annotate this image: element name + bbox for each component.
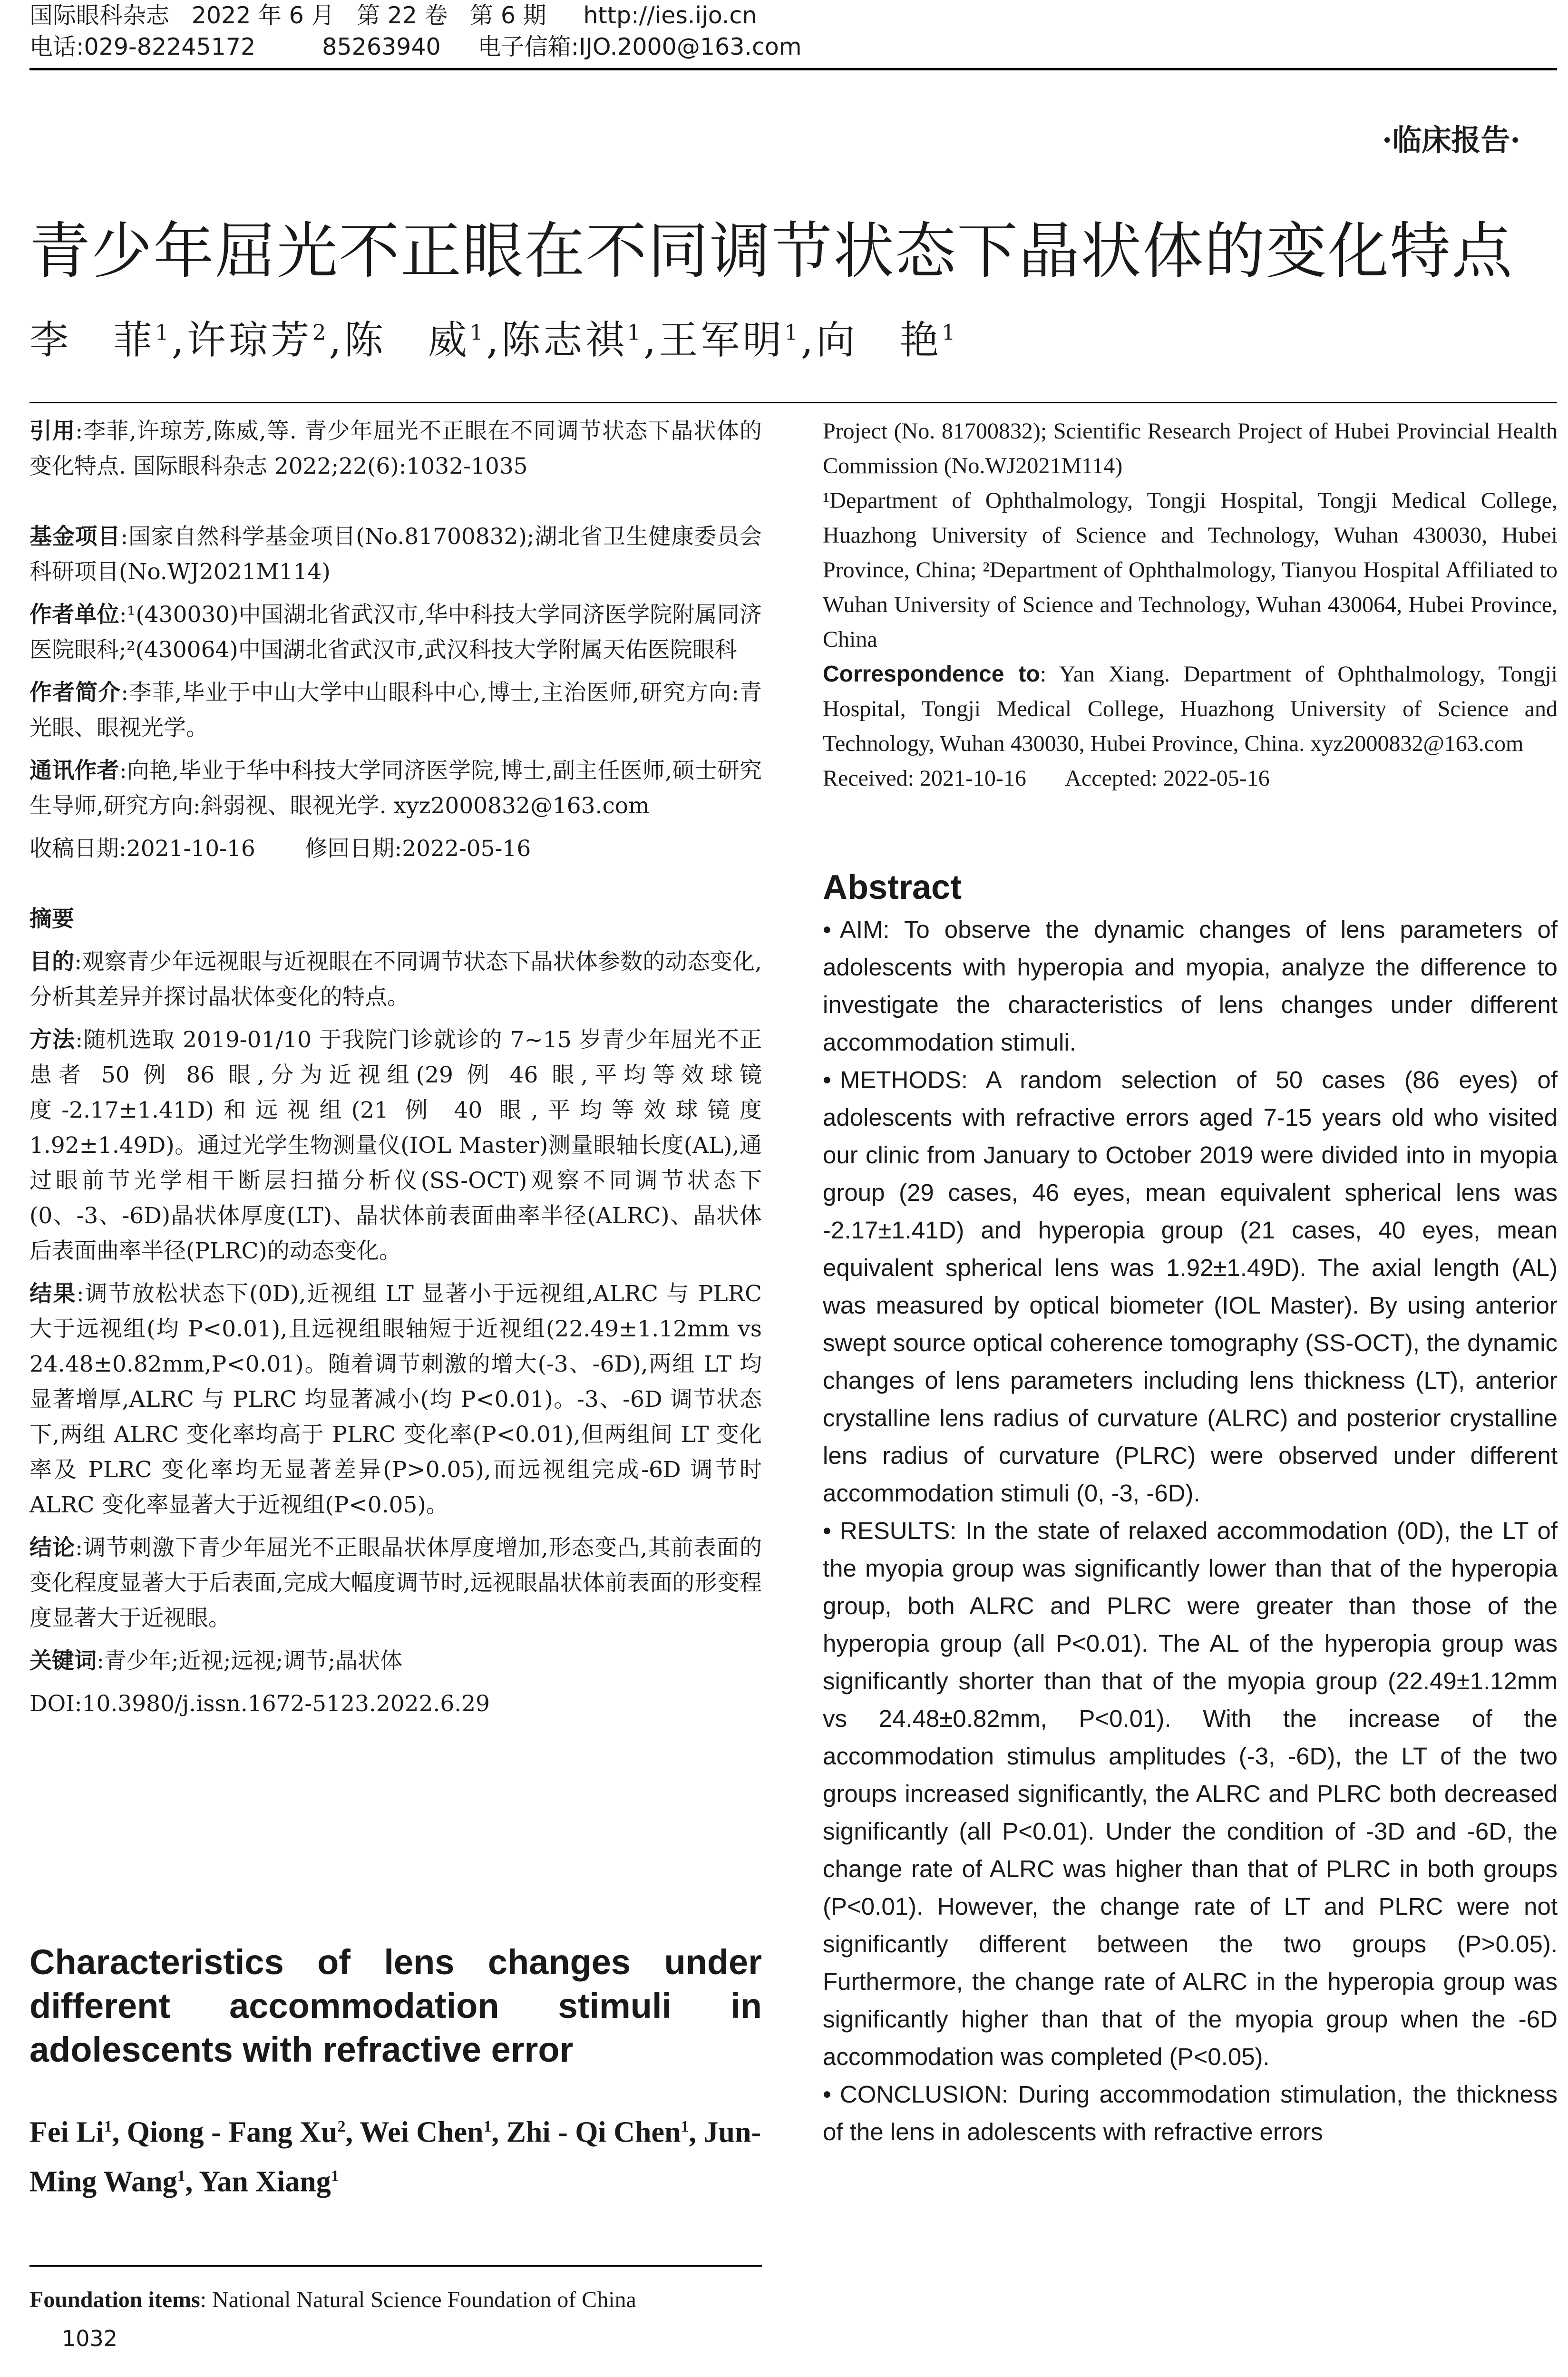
english-author-name: Jun-Ming Wang	[29, 2116, 761, 2198]
results-label: 结果	[29, 1281, 77, 1307]
citation	[29, 414, 762, 484]
abstract-results	[823, 1512, 1558, 2075]
right-meta	[823, 414, 1558, 796]
keywords-label: 关键词	[29, 1648, 97, 1674]
received-accepted: Received: 2021-10-16 Accepted: 2022-05-16	[823, 766, 1270, 791]
author-name: 陈志祺	[501, 318, 627, 363]
english-author-affiliation-mark: 1	[331, 2167, 339, 2185]
aim-text: AIM: To observe the dynamic changes of lens parameters of adolescents with hyperopia and myopia, analyze the difference to investigate the characteristics of lens changes under different accommodation stimuli.	[823, 916, 1558, 1056]
funding	[29, 519, 762, 590]
english-author-name: Fei Li	[29, 2116, 104, 2149]
citation-text: :李菲,许琼芳,陈威,等. 青少年屈光不正眼在不同调节状态下晶状体的变化特点. 国际眼科杂志 2022;22(6):1032-1035	[29, 418, 762, 479]
bullet-icon: •	[823, 2081, 831, 2108]
funding-text: :国家自然科学基金项目(No.81700832);湖北省卫生健康委员会科研项目(No.WJ2021M114)	[29, 524, 762, 585]
results-text: :调节放松状态下(0D),近视组 LT 显著小于远视组,ALRC 与 PLRC 大于远视组(均 P<0.01),且远视组眼轴短于近视组(22.49±1.12mm vs 24.48±0.82mm,P<0.01)。随着调节刺激的增大(-3、-6D),两组 LT 均显著增厚,ALRC 与 PLRC 均显著减小(均 P<0.01)。-3、-6D 调节状态下,两组 ALRC 变化率均高于 PLRC 变化率(P<0.01),但两组间 LT 变化率及 PLRC 变化率均无显著差异(P>0.05),而远视组完成-6D 调节时 ALRC 变化率显著大于近视组(P<0.05)。	[29, 1281, 762, 1518]
correspondence-text: : Yan Xiang. Department of Ophthalmology, Tongji Hospital, Tongji Medical College, Huazhong University of Science and Technology, Wuhan 430030, Hubei Province, China. xyz2000832@163.com	[823, 662, 1558, 756]
author-name: 王军明	[659, 318, 785, 363]
abstract-heading: Abstract	[823, 868, 962, 906]
author-name: 许琼芳	[186, 318, 312, 363]
received-dates: 收稿日期:2021-10-16 修回日期:2022-05-16	[29, 836, 531, 862]
conclusion-text-en: CONCLUSION: During accommodation stimulation, the thickness of the lens in adolescents with refractive errors	[823, 2081, 1558, 2145]
units-text: :¹(430030)中国湖北省武汉市,华中科技大学同济医学院附属同济医院眼科;²(430064)中国湖北省武汉市,武汉科技大学附属天佑医院眼科	[29, 602, 762, 663]
header-rule	[29, 68, 1557, 70]
journal-header-line-2: 电话:029-82245172 85263940 电子信箱:IJO.2000@163.com	[29, 33, 802, 60]
cn-methods	[29, 1023, 762, 1269]
bio-label: 作者简介	[29, 680, 121, 706]
journal-header-line-1: 国际眼科杂志 2022 年 6 月 第 22 卷 第 6 期 http://ies.ijo.cn	[29, 2, 757, 29]
english-author-affiliation-mark: 1	[177, 2167, 185, 2185]
author-bio	[29, 675, 762, 746]
purpose-label: 目的	[29, 949, 75, 975]
english-title-block	[29, 1940, 762, 2203]
title-rule	[29, 402, 1557, 403]
corresponding-author	[29, 753, 762, 824]
bullet-icon: •	[823, 1517, 831, 1544]
keywords-text: :青少年;近视;远视;调节;晶状体	[97, 1648, 403, 1674]
english-abstract	[823, 911, 1558, 2151]
author-name: 向 艳	[816, 318, 942, 363]
correspondence	[823, 657, 1558, 761]
cn-purpose	[29, 945, 762, 1015]
foundation-rule	[29, 2265, 762, 2267]
author-name: 陈 威	[344, 318, 470, 363]
units-label: 作者单位	[29, 602, 119, 628]
funding-label: 基金项目	[29, 524, 121, 550]
article-title: 青少年屈光不正眼在不同调节状态下晶状体的变化特点	[29, 216, 1514, 287]
bio-text: :李菲,毕业于中山大学中山眼科中心,博士,主治医师,研究方向:青光眼、眼视光学。	[29, 680, 762, 741]
corr-label: 通讯作者	[29, 758, 119, 784]
bullet-icon: •	[823, 1066, 831, 1093]
abstract-methods	[823, 1061, 1558, 1512]
doi: DOI:10.3980/j.issn.1672-5123.2022.6.29	[29, 1691, 490, 1717]
foundation-label: Foundation items	[29, 2287, 200, 2312]
conclusion-label: 结论	[29, 1535, 76, 1561]
corr-text: :向艳,毕业于华中科技大学同济医学院,博士,副主任医师,硕士研究生导师,研究方向:斜弱视、眼视光学. xyz2000832@163.com	[29, 758, 762, 819]
english-author-affiliation-mark: 2	[337, 2118, 346, 2135]
cn-results	[29, 1276, 762, 1523]
english-title: Characteristics of lens changes under different accommodation stimuli in adolescents with refractive error	[29, 1942, 762, 2069]
citation-label: 引用	[29, 418, 76, 444]
affiliations-text: ¹Department of Ophthalmology, Tongji Hospital, Tongji Medical College, Huazhong University of Science and Technology, Wuhan 430030, Hubei Province, China; ²Department of Ophthalmology, Tianyou Hospital Affiliated to Wuhan University of Science and Technology, Wuhan 430064, Hubei Province, China	[823, 488, 1558, 652]
english-author-affiliation-mark: 1	[681, 2118, 689, 2135]
author-units	[29, 597, 762, 668]
author-affiliation-mark: 2	[312, 320, 329, 345]
english-author-affiliation-mark: 1	[483, 2118, 492, 2135]
author-affiliation-mark: 1	[155, 320, 172, 345]
author-affiliation-mark: 1	[784, 320, 801, 345]
conclusion-text: :调节刺激下青少年屈光不正眼晶状体厚度增加,形态变凸,其前表面的变化程度显著大于后表面,完成大幅度调节时,远视眼晶状体前表面的形变程度显著大于近视眼。	[29, 1535, 762, 1631]
english-author-list: Fei Li$^1$, Qiong - Fang Xu$^2$, Wei Chen$^1$, Zhi - Qi Chen$^1$, Jun-Ming Wang$^1$, Yan Xiang$^1$	[29, 2116, 761, 2198]
cn-conclusion	[29, 1530, 762, 1636]
author-list: 李 菲$^1$,许琼芳$^2$,陈 威$^1$,陈志祺$^1$,王军明$^1$,向 艳$^1$	[29, 318, 958, 363]
author-name: 李 菲	[29, 318, 156, 363]
methods-text: :随机选取 2019-01/10 于我院门诊就诊的 7~15 岁青少年屈光不正患者 50 例 86 眼,分为近视组(29 例 46 眼,平均等效球镜度-2.17±1.41D)和远视组(21 例 40 眼,平均等效球镜度 1.92±1.49D)。通过光学生物测量仪(IOL Master)测量眼轴长度(AL),通过眼前节光学相干断层扫描分析仪(SS-OCT)观察不同调节状态下(0、-3、-6D)晶状体厚度(LT)、晶状体前表面曲率半径(ALRC)、晶状体后表面曲率半径(PLRC)的动态变化。	[29, 1027, 762, 1264]
project-text: Project (No. 81700832); Scientific Research Project of Hubei Provincial Health Commission (No.WJ2021M114)	[823, 419, 1558, 478]
abstract-aim	[823, 911, 1558, 1061]
section-tag: ·临床报告·	[1382, 123, 1520, 157]
page-number: 1032	[62, 2326, 118, 2351]
foundation-items	[29, 2283, 762, 2317]
correspondence-label: Correspondence to	[823, 662, 1040, 687]
english-author-name: Qiong - Fang Xu	[127, 2116, 338, 2149]
cn-abstract-heading: 摘要	[29, 906, 74, 932]
left-column	[29, 414, 762, 1729]
english-author-affiliation-mark: 1	[104, 2118, 112, 2135]
author-affiliation-mark: 1	[627, 320, 644, 345]
methods-text-en: METHODS: A random selection of 50 cases (86 eyes) of adolescents with refractive errors aged 7-15 years old who visited our clinic from January to October 2019 were divided into in myopia group (29 cases, 46 eyes, mean equivalent spherical lens was -2.17±1.41D) and hyperopia group (21 cases, 40 eyes, mean equivalent spherical lens was 1.92±1.49D). The axial length (AL) was measured by optical biometer (IOL Master). By using anterior swept source optical coherence tomography (SS-OCT), the dynamic changes of lens parameters including lens thickness (LT), anterior crystalline lens radius of curvature (ALRC) and posterior crystalline lens radius of curvature (PLRC) were observed under different accommodation stimuli (0, -3, -6D).	[823, 1066, 1558, 1507]
english-author-name: Zhi - Qi Chen	[506, 2116, 681, 2149]
author-affiliation-mark: 1	[942, 320, 958, 345]
results-text-en: RESULTS: In the state of relaxed accommodation (0D), the LT of the myopia group was significantly lower than that of the hyperopia group, both ALRC and PLRC were greater than those of the hyperopia group (all P<0.01). The AL of the hyperopia group was significantly shorter than that of the myopia group (22.49±1.12mm vs 24.48±0.82mm, P<0.01). With the increase of the accommodation stimulus amplitudes (-3, -6D), the LT of the two groups increased significantly, the ALRC and PLRC both decreased significantly (all P<0.01). Under the condition of -3D and -6D, the change rate of ALRC was higher than that of PLRC in both groups (P<0.01). However, the change rate of LT and PLRC were not significantly different between the two groups (P>0.05). Furthermore, the change rate of ALRC in the hyperopia group was significantly higher than that of the myopia group when the -6D accommodation was completed (P<0.05).	[823, 1517, 1558, 2070]
purpose-text: :观察青少年远视眼与近视眼在不同调节状态下晶状体参数的动态变化,分析其差异并探讨晶状体变化的特点。	[29, 949, 762, 1010]
methods-label: 方法	[29, 1027, 76, 1053]
author-affiliation-mark: 1	[469, 320, 487, 345]
cn-keywords	[29, 1644, 762, 1679]
foundation-text: : National Natural Science Foundation of China	[200, 2287, 636, 2312]
abstract-conclusion	[823, 2075, 1558, 2151]
english-author-name: Yan Xiang	[199, 2165, 331, 2198]
english-author-name: Wei Chen	[360, 2116, 484, 2149]
bullet-icon: •	[823, 916, 831, 943]
